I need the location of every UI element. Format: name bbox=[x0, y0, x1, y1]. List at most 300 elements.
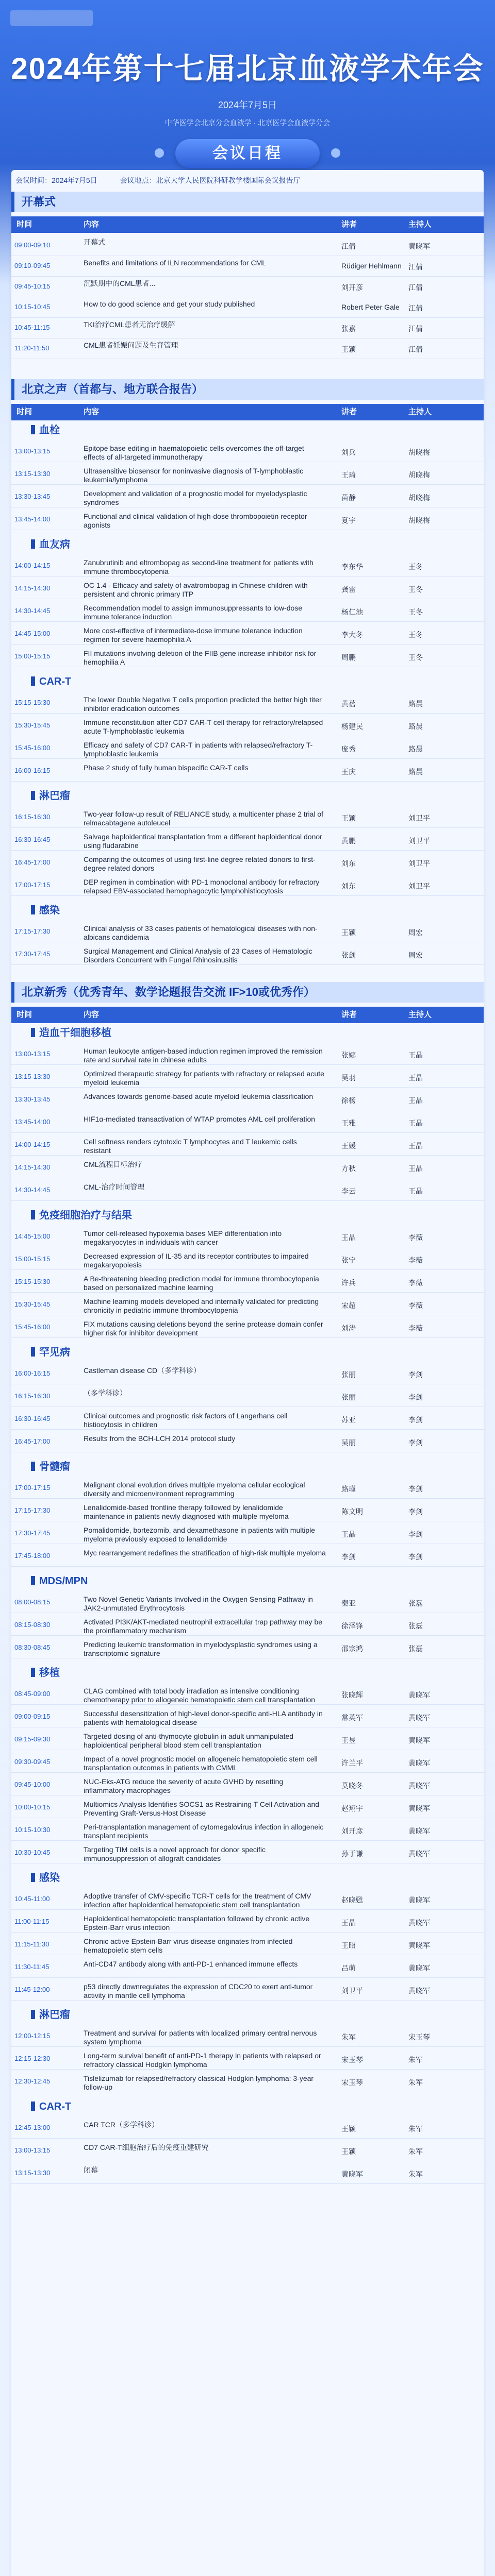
row-topic: How to do good science and get your study published bbox=[84, 300, 255, 308]
table-row bbox=[11, 1752, 484, 1773]
row-speaker: 刘东 bbox=[341, 882, 356, 890]
table-row bbox=[11, 1934, 484, 1955]
row-speaker: 许兰平 bbox=[341, 1759, 363, 1767]
row-time: 17:00-17:15 bbox=[14, 881, 51, 889]
row-topic: （多学科诊） bbox=[84, 1389, 127, 1397]
row-time: 10:00-10:15 bbox=[14, 1803, 51, 1811]
row-chair: 路晨 bbox=[408, 700, 423, 708]
row-speaker: 杨建民 bbox=[341, 722, 363, 731]
row-topic: Decreased expression of IL-35 and its receptor contributes to impaired megakaryopoiesis bbox=[84, 1252, 309, 1269]
row-time: 10:45-11:15 bbox=[14, 324, 50, 331]
row-speaker: 王昱 bbox=[341, 1736, 356, 1744]
table-row bbox=[11, 1044, 484, 1065]
row-topic: CML流程目标治疗 bbox=[84, 1160, 142, 1168]
row-time: 09:15-09:30 bbox=[14, 1735, 51, 1743]
row-time: 17:15-17:30 bbox=[14, 927, 51, 935]
row-time: 13:45-14:00 bbox=[14, 515, 51, 523]
table-row bbox=[11, 578, 484, 599]
row-topic: Activated PI3K/AKT-mediated neutrophil extracellular trap pathway may be the proinflammatory mechanism bbox=[84, 1618, 323, 1635]
schedule-heading: 会议日程 bbox=[175, 139, 320, 168]
row-speaker: 王晶 bbox=[341, 1919, 356, 1927]
row-topic: Multiomics Analysis Identifies SOCS1 as Restraining T Cell Activation and Preventing Graft-Versus-Host Disease bbox=[84, 1800, 320, 1817]
table-row bbox=[11, 1226, 484, 1247]
table-header bbox=[11, 404, 484, 420]
row-speaker: 秦亚 bbox=[341, 1599, 356, 1607]
row-speaker: 张宁 bbox=[341, 1256, 356, 1264]
row-time: 10:15-10:45 bbox=[14, 303, 51, 311]
row-topic: More cost-effective of intermediate-dose immune tolerance induction regimen for severe haemophilia A bbox=[84, 626, 303, 643]
row-topic: CD7 CAR-T细胞治疗后的免疫重建研究 bbox=[84, 2143, 209, 2151]
table-row bbox=[11, 760, 484, 782]
row-topic: Development and validation of a prognostic model for myelodysplastic syndromes bbox=[84, 489, 307, 506]
row-speaker: 张丽 bbox=[341, 1370, 356, 1379]
row-time: 08:45-09:00 bbox=[14, 1690, 51, 1698]
row-time: 14:30-14:45 bbox=[14, 1186, 51, 1194]
row-speaker: 常英军 bbox=[341, 1714, 363, 1722]
row-time: 13:45-14:00 bbox=[14, 1118, 51, 1126]
table-row bbox=[11, 1112, 484, 1133]
table-row bbox=[11, 1363, 484, 1384]
row-speaker: 陈文明 bbox=[341, 1507, 363, 1516]
row-time: 14:15-14:30 bbox=[14, 1163, 51, 1171]
row-topic: Functional and clinical validation of high-dose thrombopoietin receptor agonists bbox=[84, 512, 307, 529]
table-row bbox=[11, 692, 484, 714]
row-topic: Efficacy and safety of CD7 CAR-T in patients with relapsed/refractory T-lymphoblastic leukemia bbox=[84, 741, 313, 758]
row-topic: 沉默期中的CML患者... bbox=[84, 279, 156, 287]
table-row bbox=[11, 944, 484, 965]
row-chair: 王冬 bbox=[408, 608, 423, 616]
table-row bbox=[11, 738, 484, 759]
row-chair: 黄晓军 bbox=[408, 1919, 430, 1927]
row-chair: 李薇 bbox=[408, 1301, 423, 1310]
row-topic: DEP regimen in combination with PD-1 monoclonal antibody for refractory relapsed EBV-associated hemophagocytic lymphohistiocytosis bbox=[84, 878, 320, 895]
row-time: 16:30-16:45 bbox=[14, 836, 51, 843]
row-time: 11:30-11:45 bbox=[14, 1963, 50, 1971]
row-time: 08:30-08:45 bbox=[14, 1643, 51, 1651]
table-header bbox=[11, 216, 484, 233]
row-time: 13:00-13:15 bbox=[14, 2146, 51, 2154]
subsection-title: 感染 bbox=[31, 903, 474, 918]
row-time: 15:30-15:45 bbox=[14, 1300, 51, 1308]
table-row bbox=[11, 715, 484, 736]
table-row bbox=[11, 2026, 484, 2047]
row-topic: Salvage haploidentical transplantation from a different haploidentical donor using fludarabine bbox=[84, 833, 322, 850]
row-topic: TKI治疗CML患者无治疗缓解 bbox=[84, 320, 175, 329]
row-speaker: 吴丽 bbox=[341, 1438, 356, 1447]
row-time: 15:00-15:15 bbox=[14, 1255, 51, 1263]
table-row bbox=[11, 235, 484, 256]
row-speaker: 宋玉琴 bbox=[341, 2056, 363, 2064]
row-speaker: 江倩 bbox=[341, 242, 356, 250]
header-cell: 讲者 bbox=[341, 1010, 357, 1019]
table-row bbox=[11, 1294, 484, 1315]
row-speaker: 王媛 bbox=[341, 1142, 356, 1150]
row-topic: CAR TCR（多学科诊） bbox=[84, 2121, 159, 2129]
table-row bbox=[11, 1797, 484, 1818]
subsection-title: 造血干细胞移植 bbox=[31, 1025, 474, 1041]
row-speaker: 杨仁池 bbox=[341, 608, 363, 616]
row-chair: 王冬 bbox=[408, 585, 423, 594]
row-time: 09:10-09:45 bbox=[14, 262, 51, 269]
row-time: 13:15-13:30 bbox=[14, 470, 51, 478]
table-row bbox=[11, 1386, 484, 1407]
row-chair: 王冬 bbox=[408, 563, 423, 571]
row-topic: Malignant clonal evolution drives multiple myeloma cellular ecological diversity and microenvironment reprogramming bbox=[84, 1481, 305, 1498]
row-time: 13:30-13:45 bbox=[14, 493, 51, 500]
section-title: 北京新秀（优秀青年、数学论题报告交流 IF>10或优秀作） bbox=[11, 982, 484, 1003]
row-time: 15:15-15:30 bbox=[14, 699, 51, 706]
row-topic: Castleman disease CD（多学科诊） bbox=[84, 1366, 201, 1375]
row-time: 12:30-12:45 bbox=[14, 2077, 51, 2085]
row-speaker: 徐杨 bbox=[341, 1096, 356, 1105]
row-time: 11:45-12:00 bbox=[14, 1986, 50, 1993]
row-topic: Successful desensitization of high-level donor-specific anti-HLA antibody in patients with hematological disease bbox=[84, 1709, 323, 1726]
row-speaker: 刘卫平 bbox=[341, 1987, 363, 1995]
row-topic: Surgical Management and Clinical Analysis of 23 Cases of Hematologic Disorders Concurrent with Fungal Rhinosinusitis bbox=[84, 947, 312, 964]
logo bbox=[10, 10, 93, 26]
table-row bbox=[11, 852, 484, 873]
row-speaker: 黄晓军 bbox=[341, 2170, 363, 2178]
row-speaker: 李大冬 bbox=[341, 631, 363, 639]
table-row bbox=[11, 1157, 484, 1178]
row-chair: 周宏 bbox=[408, 928, 423, 937]
row-chair: 刘卫平 bbox=[408, 837, 430, 845]
row-topic: Targeting TIM cells is a novel approach for donor specific immunosuppression of allograft candidates bbox=[84, 1845, 266, 1862]
row-time: 14:45-15:00 bbox=[14, 630, 51, 637]
section-title: 开幕式 bbox=[11, 192, 484, 212]
row-time: 14:30-14:45 bbox=[14, 607, 51, 615]
table-header bbox=[11, 1007, 484, 1023]
row-topic: Clinical analysis of 33 cases patients of hematological diseases with non-albicans candidemia bbox=[84, 924, 318, 941]
row-chair: 朱军 bbox=[408, 2056, 423, 2064]
row-topic: Tislelizumab for relapsed/refractory classical Hodgkin lymphoma: 3-year follow-up bbox=[84, 2074, 314, 2091]
row-speaker: 吕萌 bbox=[341, 1964, 356, 1972]
header-cell: 内容 bbox=[84, 408, 100, 416]
row-chair: 李剑 bbox=[408, 1393, 423, 1401]
table-row bbox=[11, 2048, 484, 2070]
row-chair: 黄晓军 bbox=[408, 1691, 430, 1699]
table-row bbox=[11, 1706, 484, 1727]
row-time: 10:45-11:00 bbox=[14, 1895, 50, 1903]
header-cell: 主持人 bbox=[408, 1010, 432, 1019]
header-cell: 时间 bbox=[16, 220, 32, 229]
row-topic: Advances towards genome-based acute myeloid leukemia classification bbox=[84, 1092, 314, 1100]
row-topic: Targeted dosing of anti-thymocyte globulin in adult unmanipulated haploidentical peripheral blood stem cell transplantation bbox=[84, 1732, 294, 1749]
decor-dot-right bbox=[331, 148, 340, 158]
row-time: 16:00-16:15 bbox=[14, 1369, 51, 1377]
row-topic: Myc rearrangement redefines the stratification of high-risk multiple myeloma bbox=[84, 1549, 326, 1557]
row-speaker: 邵宗鸿 bbox=[341, 1645, 363, 1653]
row-chair: 李剑 bbox=[408, 1553, 423, 1561]
row-chair: 宋玉琴 bbox=[408, 2033, 430, 2041]
row-chair: 黄晓军 bbox=[408, 1782, 430, 1790]
row-speaker: 徐泽锋 bbox=[341, 1622, 363, 1630]
table-row bbox=[11, 1089, 484, 1110]
row-speaker: 许兵 bbox=[341, 1279, 356, 1287]
table-row bbox=[11, 1957, 484, 1978]
row-time: 12:15-12:30 bbox=[14, 2055, 51, 2062]
row-chair: 黄晓军 bbox=[408, 1736, 430, 1744]
header-cell: 内容 bbox=[84, 220, 100, 229]
subsection-title: 罕见病 bbox=[31, 1345, 474, 1360]
row-time: 09:00-09:10 bbox=[14, 241, 51, 249]
event-organizers: 中华医学会北京分会血液学 · 北京医学会血液学分会 bbox=[164, 118, 331, 127]
subsection-title: 淋巴瘤 bbox=[31, 2007, 474, 2023]
row-time: 16:15-16:30 bbox=[14, 1392, 51, 1400]
header-cell: 时间 bbox=[16, 408, 32, 416]
row-chair: 刘卫平 bbox=[408, 882, 430, 890]
row-chair: 朱军 bbox=[408, 2147, 423, 2156]
table-row bbox=[11, 1979, 484, 2001]
table-row bbox=[11, 646, 484, 667]
row-speaker: 刘兵 bbox=[341, 448, 356, 456]
row-chair: 刘卫平 bbox=[408, 814, 430, 822]
header-cell: 讲者 bbox=[341, 220, 357, 229]
row-topic: p53 directly downregulates the expression of CDC20 to exert anti-tumor activity in mantle cell lymphoma bbox=[84, 1982, 313, 1999]
row-time: 09:00-09:15 bbox=[14, 1713, 51, 1720]
row-chair: 王晶 bbox=[408, 1187, 423, 1195]
row-time: 13:15-13:30 bbox=[14, 1073, 51, 1080]
row-topic: CML-治疗时间管理 bbox=[84, 1183, 145, 1191]
row-time: 15:30-15:45 bbox=[14, 721, 51, 729]
table-row bbox=[11, 256, 484, 277]
subsection-title: 骨髓瘤 bbox=[31, 1459, 474, 1475]
row-time: 13:15-13:30 bbox=[14, 2169, 51, 2177]
row-topic: Pomalidomide, bortezomib, and dexamethasone in patients with multiple myeloma previously exposed to lenalidomide bbox=[84, 1526, 316, 1543]
row-speaker: 苗静 bbox=[341, 494, 356, 502]
table-row bbox=[11, 1684, 484, 1705]
header-cell: 时间 bbox=[16, 1010, 32, 1019]
table-row bbox=[11, 807, 484, 828]
meeting-meta bbox=[15, 175, 480, 185]
row-speaker: 赵翔宇 bbox=[341, 1804, 363, 1812]
row-topic: Clinical outcomes and prognostic risk factors of Langerhans cell histiocytosis in children bbox=[84, 1412, 288, 1429]
row-topic: FII mutations involving deletion of the FIIB gene increase inhibitor risk for hemophilia A bbox=[84, 649, 317, 666]
row-speaker: 庞秀 bbox=[341, 745, 356, 753]
row-time: 11:15-11:30 bbox=[14, 1940, 50, 1948]
table-row bbox=[11, 1615, 484, 1636]
row-time: 13:30-13:45 bbox=[14, 1095, 51, 1103]
subsection-title: 血友病 bbox=[31, 537, 474, 552]
row-time: 14:00-14:15 bbox=[14, 1141, 51, 1148]
row-topic: Human leukocyte antigen-based induction regimen improved the remission rate and survival rate in chinese adults bbox=[84, 1047, 323, 1064]
row-topic: Tumor cell-released hypoxemia bases MEP differentiation into megakaryocytes in individuals with cancer bbox=[84, 1229, 282, 1246]
row-topic: Comparing the outcomes of using first-line degree related donors to first-degree related donors bbox=[84, 855, 316, 872]
row-speaker: 王颖 bbox=[341, 345, 356, 353]
row-chair: 张磊 bbox=[408, 1645, 423, 1653]
table-row bbox=[11, 1592, 484, 1613]
row-speaker: 朱军 bbox=[341, 2033, 356, 2041]
table-row bbox=[11, 1729, 484, 1750]
row-time: 08:15-08:30 bbox=[14, 1621, 51, 1629]
row-speaker: 王颖 bbox=[341, 2147, 356, 2156]
row-chair: 江倩 bbox=[408, 345, 423, 353]
table-row bbox=[11, 338, 484, 359]
row-time: 16:45-17:00 bbox=[14, 1437, 51, 1445]
table-row bbox=[11, 555, 484, 577]
table-row bbox=[11, 317, 484, 338]
row-topic: Ultrasensitive biosensor for noninvasive diagnosis of T-lymphoblastic leukemia/lymphoma bbox=[84, 467, 304, 484]
row-speaker: 张丽 bbox=[341, 1393, 356, 1401]
event-date: 2024年7月5日 bbox=[218, 100, 277, 110]
row-chair: 李剑 bbox=[408, 1416, 423, 1424]
subsection-title: 血栓 bbox=[31, 422, 474, 438]
table-row bbox=[11, 1842, 484, 1863]
row-chair: 张磊 bbox=[408, 1599, 423, 1607]
table-row bbox=[11, 1637, 484, 1658]
row-speaker: 宋玉琴 bbox=[341, 2078, 363, 2087]
row-topic: Phase 2 study of fully human bispecific CAR-T cells bbox=[84, 764, 249, 772]
row-chair: 黄晓军 bbox=[408, 1714, 430, 1722]
table-row bbox=[11, 1774, 484, 1795]
row-topic: 闭幕 bbox=[84, 2166, 98, 2174]
table-row bbox=[11, 1820, 484, 1841]
row-chair: 路晨 bbox=[408, 768, 423, 776]
table-row bbox=[11, 2071, 484, 2092]
row-time: 11:20-11:50 bbox=[14, 344, 50, 352]
row-time: 10:30-10:45 bbox=[14, 1849, 51, 1856]
table-row bbox=[11, 1911, 484, 1933]
row-topic: CLAG combined with total body irradiation as intensive conditioning chemotherapy prior to allogeneic hematopoietic stem cell transplantation bbox=[84, 1687, 316, 1704]
row-topic: Adoptive transfer of CMV-specific TCR-T cells for the treatment of CMV infection after haploidentical hematopoietic stem cell transplantation bbox=[84, 1892, 311, 1909]
row-topic: Impact of a novel prognostic model on allogeneic hematopoietic stem cell transplantation outcomes in patients with CMML bbox=[84, 1755, 318, 1772]
row-topic: HIF1α-mediated transactivation of WTAP promotes AML cell proliferation bbox=[84, 1115, 316, 1123]
subsection-title: 免疫细胞治疗与结果 bbox=[31, 1208, 474, 1223]
row-time: 14:45-15:00 bbox=[14, 1232, 51, 1240]
row-time: 17:00-17:15 bbox=[14, 1484, 51, 1492]
row-time: 17:30-17:45 bbox=[14, 1529, 51, 1537]
header-cell: 主持人 bbox=[408, 408, 432, 416]
row-chair: 李薇 bbox=[408, 1324, 423, 1332]
row-topic: NUC-Eks-ATG reduce the severity of acute GVHD by resetting inflammatory macrophages bbox=[84, 1777, 284, 1794]
row-speaker: 刘开彦 bbox=[341, 283, 363, 292]
row-topic: Haploidentical hematopoietic transplantation followed by chronic active Epstein-Barr virus infection bbox=[84, 1914, 310, 1931]
row-chair: 王冬 bbox=[408, 631, 423, 639]
row-time: 15:15-15:30 bbox=[14, 1278, 51, 1285]
row-topic: CML患者妊娠问题及生育管理 bbox=[84, 341, 178, 349]
row-topic: Lenalidomide-based frontline therapy followed by lenalidomide maintenance in patients newly diagnosed with multiple myeloma bbox=[84, 1503, 289, 1520]
row-speaker: 王庆 bbox=[341, 768, 356, 776]
row-chair: 胡晓梅 bbox=[408, 448, 430, 456]
row-time: 16:30-16:45 bbox=[14, 1415, 51, 1422]
row-chair: 周宏 bbox=[408, 951, 423, 959]
row-topic: Benefits and limitations of ILN recommendations for CML bbox=[84, 259, 267, 267]
subsection-title: 淋巴瘤 bbox=[31, 788, 474, 804]
row-speaker: 刘开彦 bbox=[341, 1827, 363, 1835]
row-time: 14:00-14:15 bbox=[14, 562, 51, 569]
row-topic: Predicting leukemic transformation in myelodysplastic syndromes using a transcriptomic signature bbox=[84, 1640, 318, 1657]
row-topic: Chronic active Epstein-Barr virus disease originates from infected hematopoietic stem cells bbox=[84, 1937, 293, 1954]
row-time: 13:00-13:15 bbox=[14, 1050, 51, 1058]
meeting-date: 会议时间：2024年7月5日 bbox=[15, 176, 97, 184]
row-speaker: 刘涛 bbox=[341, 1324, 356, 1332]
table-row bbox=[11, 1546, 484, 1567]
row-speaker: 刘东 bbox=[341, 859, 356, 868]
subsection-title: MDS/MPN bbox=[31, 1573, 474, 1589]
row-speaker: 黄蓓 bbox=[341, 700, 356, 708]
row-speaker: 王昭 bbox=[341, 1941, 356, 1950]
row-topic: The lower Double Negative T cells proportion predicted the better high titer inhibitor eradication outcomes bbox=[84, 696, 322, 713]
row-chair: 黄晓军 bbox=[408, 1804, 430, 1812]
subsection-title: CAR-T bbox=[31, 674, 474, 689]
row-chair: 黄晓军 bbox=[408, 1850, 430, 1858]
row-chair: 王晶 bbox=[408, 1051, 423, 1059]
row-speaker: 周鹏 bbox=[341, 653, 356, 662]
row-topic: Optimized therapeutic strategy for patients with refractory or relapsed acute myeloid leukemia bbox=[84, 1070, 324, 1087]
header-cell: 内容 bbox=[84, 1010, 100, 1019]
row-time: 16:00-16:15 bbox=[14, 767, 51, 774]
row-topic: Zanubrutinib and eltrombopag as second-line treatment for patients with immune thrombocytopenia bbox=[84, 558, 314, 575]
subsection-title: 移植 bbox=[31, 1665, 474, 1681]
meeting-location: 会议地点：北京大学人民医院科研教学楼国际会议报告厅 bbox=[120, 176, 301, 184]
row-chair: 张磊 bbox=[408, 1622, 423, 1630]
row-speaker: 王颖 bbox=[341, 928, 356, 937]
table-row bbox=[11, 1272, 484, 1293]
row-chair: 江倩 bbox=[408, 304, 423, 312]
row-chair: 李剑 bbox=[408, 1530, 423, 1538]
row-topic: Machine learning models developed and internally validated for predicting chronicity in pediatric immune thrombocytopenia bbox=[84, 1297, 319, 1314]
row-chair: 李剑 bbox=[408, 1438, 423, 1447]
table-row bbox=[11, 829, 484, 851]
row-time: 17:45-18:00 bbox=[14, 1552, 51, 1560]
row-speaker: 李剑 bbox=[341, 1553, 356, 1561]
row-speaker: 路瑾 bbox=[341, 1485, 356, 1493]
row-speaker: 张嘉 bbox=[341, 325, 356, 333]
row-speaker: 王琦 bbox=[341, 471, 356, 479]
row-speaker: 吴羽 bbox=[341, 1074, 356, 1082]
table-row bbox=[11, 1249, 484, 1270]
row-speaker: 赵晓甦 bbox=[341, 1896, 363, 1904]
row-chair: 胡晓梅 bbox=[408, 494, 430, 502]
row-chair: 江倩 bbox=[408, 263, 423, 271]
row-speaker: 莫晓冬 bbox=[341, 1782, 363, 1790]
row-topic: 开幕式 bbox=[84, 238, 105, 246]
row-chair: 路晨 bbox=[408, 745, 423, 753]
row-chair: 朱军 bbox=[408, 2170, 423, 2178]
row-time: 15:00-15:15 bbox=[14, 652, 51, 660]
subsection-title: CAR-T bbox=[31, 2099, 474, 2114]
row-time: 10:15-10:30 bbox=[14, 1826, 51, 1834]
table-row bbox=[11, 509, 484, 530]
row-topic: Immune reconstitution after CD7 CAR-T cell therapy for refractory/relapsed acute T-lymphoblastic leukemia bbox=[84, 718, 323, 735]
table-row bbox=[11, 464, 484, 485]
row-speaker: 李东华 bbox=[341, 563, 363, 571]
row-chair: 黄晓军 bbox=[408, 1987, 430, 1995]
table-row bbox=[11, 875, 484, 896]
row-topic: A Be-threatening bleeding prediction model for immune thrombocytopenia based on personalized machine learning bbox=[84, 1275, 319, 1292]
row-chair: 李剑 bbox=[408, 1507, 423, 1516]
section-title: 北京之声（首都与、地方联合报告） bbox=[11, 379, 484, 400]
row-time: 14:15-14:30 bbox=[14, 584, 51, 592]
row-chair: 胡晓梅 bbox=[408, 516, 430, 524]
row-speaker: 张晓辉 bbox=[341, 1691, 363, 1699]
row-time: 12:45-13:00 bbox=[14, 2124, 51, 2131]
table-row bbox=[11, 1889, 484, 1910]
row-time: 08:00-08:15 bbox=[14, 1598, 51, 1606]
row-speaker: 张娜 bbox=[341, 1051, 356, 1059]
decor-dot-left bbox=[155, 148, 164, 158]
row-time: 09:30-09:45 bbox=[14, 1758, 51, 1766]
row-chair: 江倩 bbox=[408, 283, 423, 292]
row-speaker: 王颖 bbox=[341, 2125, 356, 2133]
row-topic: Anti-CD47 antibody along with anti-PD-1 enhanced immune effects bbox=[84, 1960, 298, 1968]
row-chair: 李薇 bbox=[408, 1256, 423, 1264]
row-chair: 李薇 bbox=[408, 1233, 423, 1242]
header-cell: 主持人 bbox=[408, 220, 432, 229]
row-time: 09:45-10:00 bbox=[14, 1781, 51, 1788]
row-chair: 王冬 bbox=[408, 653, 423, 662]
table-row bbox=[11, 2163, 484, 2184]
